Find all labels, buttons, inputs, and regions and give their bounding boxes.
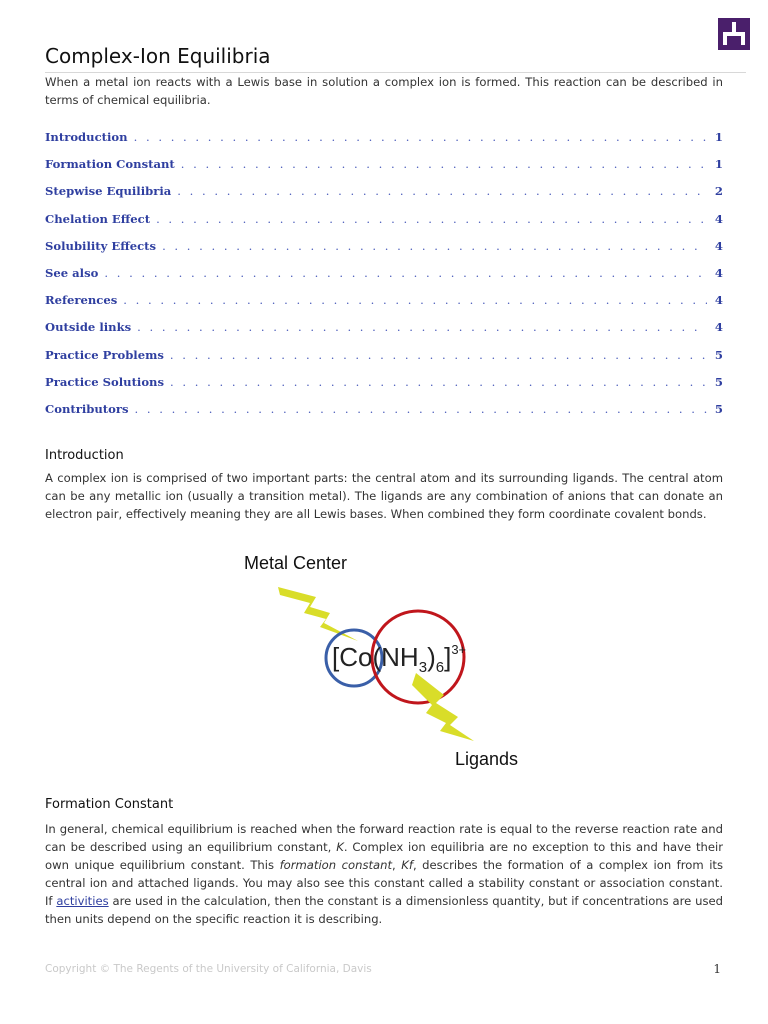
toc-item-label: References <box>45 293 118 308</box>
toc-item-stepwise-equilibria[interactable] <box>45 184 723 211</box>
toc-leader-dots <box>170 348 707 362</box>
formula-ligand: NH <box>381 642 419 672</box>
toc-leader-dots <box>181 157 707 171</box>
toc-item-page: 5 <box>714 401 723 416</box>
toc-item-page: 4 <box>714 320 723 335</box>
toc-item-label: See also <box>45 265 99 280</box>
metal-center-bolt <box>278 587 358 641</box>
toc-item-label: Outside links <box>45 320 132 335</box>
activities-link[interactable]: activities <box>56 894 109 908</box>
fc-text-5: are used in the calculation, then the constant is a dimensionless quantity, but if concentrations are used then units depend on the specific reaction it is describing. <box>45 894 723 926</box>
complex-ion-figure <box>230 545 550 780</box>
toc-item-label: Contributors <box>45 401 129 416</box>
toc-item-label: Practice Problems <box>45 347 164 362</box>
toc-item-introduction[interactable] <box>45 130 723 157</box>
k-symbol: K <box>336 840 344 854</box>
toc-item-page: 1 <box>714 130 723 144</box>
toc-item-page: 4 <box>714 238 723 253</box>
toc-leader-dots <box>137 320 707 334</box>
formula-open-bracket: [ <box>332 642 340 672</box>
table-of-contents <box>45 130 723 429</box>
fc-text-4: , describes the formation of a complex ion from its central ion and attached ligands. You may also see this constant called a stability constant or association constant. If <box>45 858 723 908</box>
fc-text-2: . Complex ion equilibria are no exception to this and have their own unique equilibrium constant. This <box>45 840 723 872</box>
introduction-body: A complex ion is comprised of two important parts: the central atom and its surrounding ligands. The central atom can be any metallic ion (usually a transition metal). The ligands are any combination of anions that can donate an electron pair, effectively meaning they are all Lewis bases. When combined they form coordinate covalent bonds. <box>45 471 723 521</box>
page-number: 1 <box>713 962 721 976</box>
ligands-bolt <box>412 673 474 741</box>
formation-constant-term: formation constant <box>279 858 393 872</box>
toc-leader-dots <box>104 266 707 280</box>
toc-leader-dots <box>162 239 707 253</box>
toc-item-label: Stepwise Equilibria <box>45 184 172 199</box>
formula-open-paren: ( <box>372 642 382 672</box>
intro-summary: When a metal ion reacts with a Lewis base in solution a complex ion is formed. This reaction can be described in terms of chemical equilibria. <box>45 75 723 107</box>
toc-leader-dots <box>134 130 707 144</box>
page-title: Complex-Ion Equilibria <box>45 44 271 68</box>
toc-item-outside-links[interactable] <box>45 320 723 347</box>
section-heading-introduction: Introduction <box>45 448 124 463</box>
toc-item-page: 4 <box>714 293 723 308</box>
toc-item-chelation-effect[interactable] <box>45 212 723 239</box>
toc-item-label: Introduction <box>45 130 128 144</box>
toc-item-label: Practice Solutions <box>45 374 165 389</box>
toc-item-page: 5 <box>714 347 723 362</box>
toc-item-contributors[interactable] <box>45 402 723 429</box>
toc-item-see-also[interactable] <box>45 266 723 293</box>
toc-item-page: 1 <box>714 157 723 172</box>
toc-leader-dots <box>123 293 707 307</box>
formula-ligand-subscript: 3 <box>418 659 428 676</box>
formula-metal: Co <box>339 642 373 672</box>
toc-leader-dots <box>177 184 707 198</box>
formula-close-bracket: ] <box>444 642 452 672</box>
ligands-label: Ligands <box>455 749 519 769</box>
toc-item-page: 4 <box>714 211 723 226</box>
toc-item-page: 5 <box>714 374 723 389</box>
section-heading-formation-constant: Formation Constant <box>45 797 174 812</box>
kf-symbol: Kf <box>401 858 413 872</box>
fc-text-3: , <box>392 858 402 872</box>
toc-item-page: 2 <box>714 184 723 199</box>
toc-item-formation-constant[interactable] <box>45 157 723 184</box>
toc-item-label: Formation Constant <box>45 157 175 172</box>
libretexts-logo <box>718 18 750 50</box>
formula-close-paren: ) <box>427 642 436 672</box>
formation-constant-body <box>45 820 723 928</box>
footer-copyright: Copyright © The Regents of the University of California, Davis <box>45 963 372 975</box>
toc-leader-dots <box>170 375 707 389</box>
toc-item-label: Chelation Effect <box>45 211 151 226</box>
toc-item-practice-solutions[interactable] <box>45 375 723 402</box>
toc-item-practice-problems[interactable] <box>45 348 723 375</box>
toc-item-page: 4 <box>714 265 723 280</box>
complex-formula <box>332 642 466 676</box>
toc-leader-dots <box>156 212 707 226</box>
metal-center-label: Metal Center <box>244 553 348 573</box>
fc-text-1: In general, chemical equilibrium is reached when the forward reaction rate is equal to the reverse reaction rate and can be described using an equilibrium constant, <box>45 822 723 854</box>
toc-item-references[interactable] <box>45 293 723 320</box>
formula-paren-subscript: 6 <box>435 659 445 676</box>
formula-charge: 3+ <box>451 642 467 657</box>
toc-item-label: Solubility Effects <box>45 238 157 253</box>
toc-leader-dots <box>135 402 707 416</box>
toc-item-solubility-effects[interactable] <box>45 239 723 266</box>
